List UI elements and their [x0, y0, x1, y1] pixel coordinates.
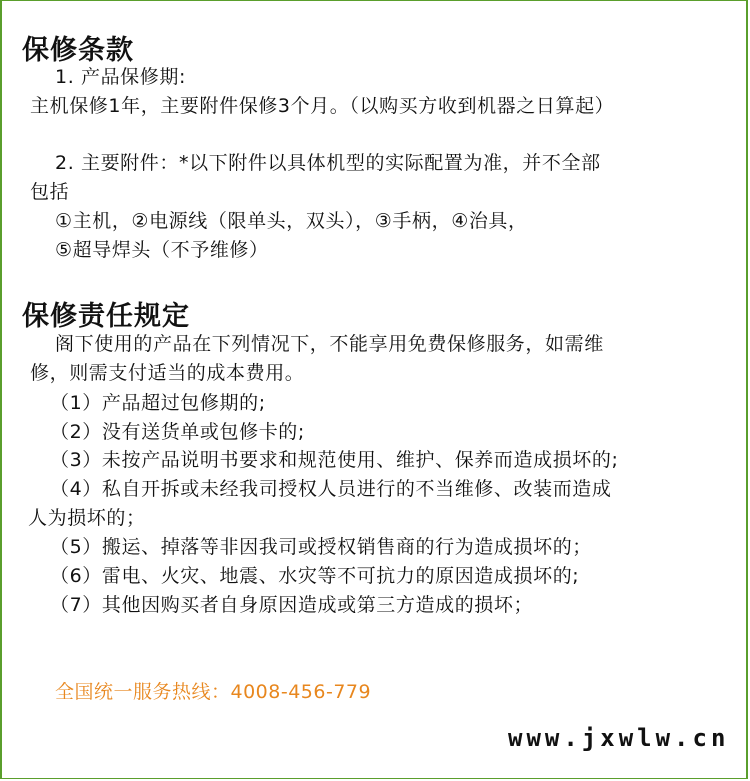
service-hotline: 全国统一服务热线：4008-456-779 [55, 681, 372, 703]
accessories-list-2: ⑤超导焊头（不予维修） [55, 239, 269, 261]
liability-item-6: （6）雷电、火灾、地震、水灾等不可抗力的原因造成损坏的; [50, 565, 580, 587]
liability-intro-cont: 修，则需支付适当的成本费用。 [30, 362, 305, 384]
warranty-period-label: 1. 产品保修期: [55, 66, 186, 88]
liability-item-4: （4）私自开拆或未经我司授权人员进行的不当维修、改装而造成 [50, 478, 612, 500]
liability-item-7: （7）其他因购买者自身原因造成或第三方造成的损坏； [50, 594, 534, 616]
liability-item-5: （5）搬运、掉落等非因我司或授权销售商的行为造成损坏的； [50, 536, 592, 558]
accessories-list-1: ①主机，②电源线（限单头，双头），③手柄，④治具， [55, 210, 528, 232]
warranty-terms-heading: 保修条款 [22, 35, 134, 66]
website-url[interactable]: www.jxwlw.cn [508, 724, 730, 752]
liability-rules-heading: 保修责任规定 [22, 301, 190, 332]
liability-item-4-cont: 人为损坏的； [28, 507, 146, 529]
liability-item-1: （1）产品超过包修期的; [50, 392, 266, 414]
liability-item-3: （3）未按产品说明书要求和规范使用、维护、保养而造成损坏的; [50, 449, 619, 471]
accessories-label: 2. 主要附件：*以下附件以具体机型的实际配置为准，并不全部 [55, 152, 601, 174]
warranty-period-text: 主机保修1年，主要附件保修3个月。（以购买方收到机器之日算起） [30, 95, 615, 117]
accessories-text-cont: 包括 [30, 181, 70, 203]
liability-item-2: （2）没有送货单或包修卡的; [50, 421, 305, 443]
liability-intro: 阁下使用的产品在下列情况下，不能享用免费保修服务，如需维 [55, 333, 604, 355]
